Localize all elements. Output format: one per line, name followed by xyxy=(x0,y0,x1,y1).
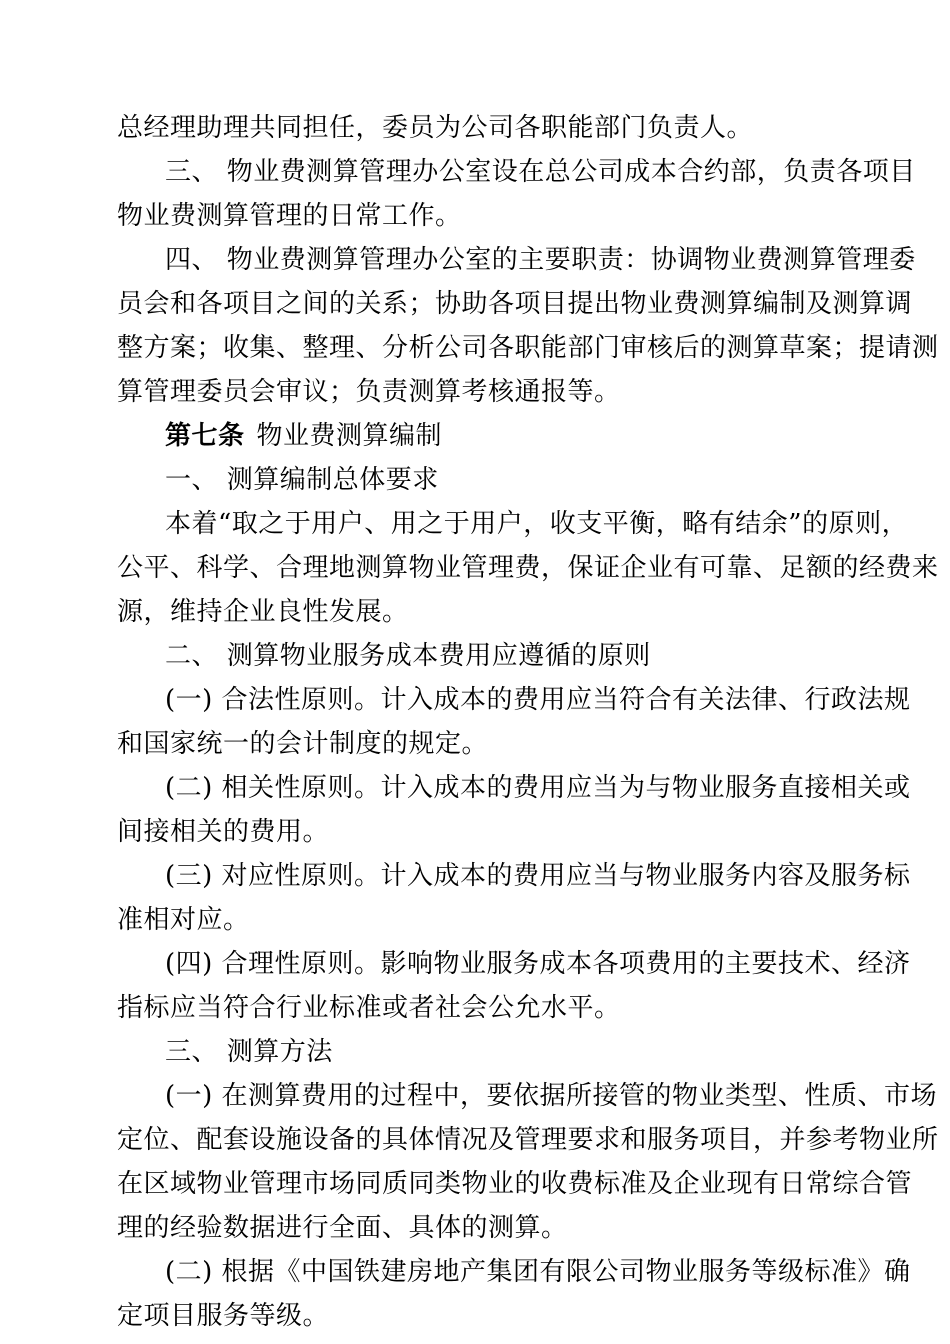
section-heading: 二、 测算物业服务成本费用应遵循的原则 xyxy=(165,641,651,671)
section-heading: 一、 测算编制总体要求 xyxy=(165,465,439,495)
article-heading xyxy=(165,414,837,458)
paragraph-line: 整方案；收集、整理、分析公司各职能部门审核后的测算草案；提请测 xyxy=(117,333,939,363)
paragraph-line: 定位、配套设施设备的具体情况及管理要求和服务项目，并参考物业所 xyxy=(117,1125,939,1155)
paragraph-line: 总经理助理共同担任，委员为公司各职能部门负责人。 xyxy=(117,113,754,143)
paragraph-line: (三) 对应性原则。计入成本的费用应当与物业服务内容及服务标 xyxy=(165,861,911,891)
paragraph-line: 四、 物业费测算管理办公室的主要职责：协调物业费测算管理委 xyxy=(165,245,916,275)
paragraph-line: 算管理委员会审议；负责测算考核通报等。 xyxy=(117,377,621,407)
article-title: 物业费测算编制 xyxy=(256,421,443,451)
paragraph-line: 公平、科学、合理地测算物业管理费，保证企业有可靠、足额的经费来 xyxy=(117,553,939,583)
paragraph-line: (一) 合法性原则。计入成本的费用应当符合有关法律、行政法规 xyxy=(165,685,911,715)
paragraph-line: (二) 根据《中国铁建房地产集团有限公司物业服务等级标准》确 xyxy=(165,1257,911,1287)
paragraph-line: 源，维持企业良性发展。 xyxy=(117,597,409,627)
paragraph-line: 理的经验数据进行全面、具体的测算。 xyxy=(117,1213,568,1243)
paragraph-line: 在区域物业管理市场同质同类物业的收费标准及企业现有日常综合管 xyxy=(117,1169,913,1199)
paragraph-line: 员会和各项目之间的关系；协助各项目提出物业费测算编制及测算调 xyxy=(117,289,913,319)
paragraph-line: 准相对应。 xyxy=(117,905,250,935)
paragraph-line: 定项目服务等级。 xyxy=(117,1301,330,1331)
paragraph-line: (二) 相关性原则。计入成本的费用应当为与物业服务直接相关或 xyxy=(165,773,911,803)
paragraph-line: (四) 合理性原则。影响物业服务成本各项费用的主要技术、经济 xyxy=(165,949,911,979)
paragraph-line: 间接相关的费用。 xyxy=(117,817,330,847)
paragraph-line: 本着“取之于用户、用之于用户，收支平衡，略有结余”的原则， xyxy=(165,509,909,539)
paragraph-line: 和国家统一的会计制度的规定。 xyxy=(117,729,489,759)
paragraph-line: 指标应当符合行业标准或者社会公允水平。 xyxy=(117,993,621,1023)
section-heading: 三、 测算方法 xyxy=(165,1037,333,1067)
paragraph-line: 物业费测算管理的日常工作。 xyxy=(117,201,462,231)
article-number: 第七条 xyxy=(165,421,245,451)
paragraph-line: (一) 在测算费用的过程中，要依据所接管的物业类型、性质、市场 xyxy=(165,1081,938,1111)
paragraph-line: 三、 物业费测算管理办公室设在总公司成本合约部，负责各项目 xyxy=(165,157,916,187)
